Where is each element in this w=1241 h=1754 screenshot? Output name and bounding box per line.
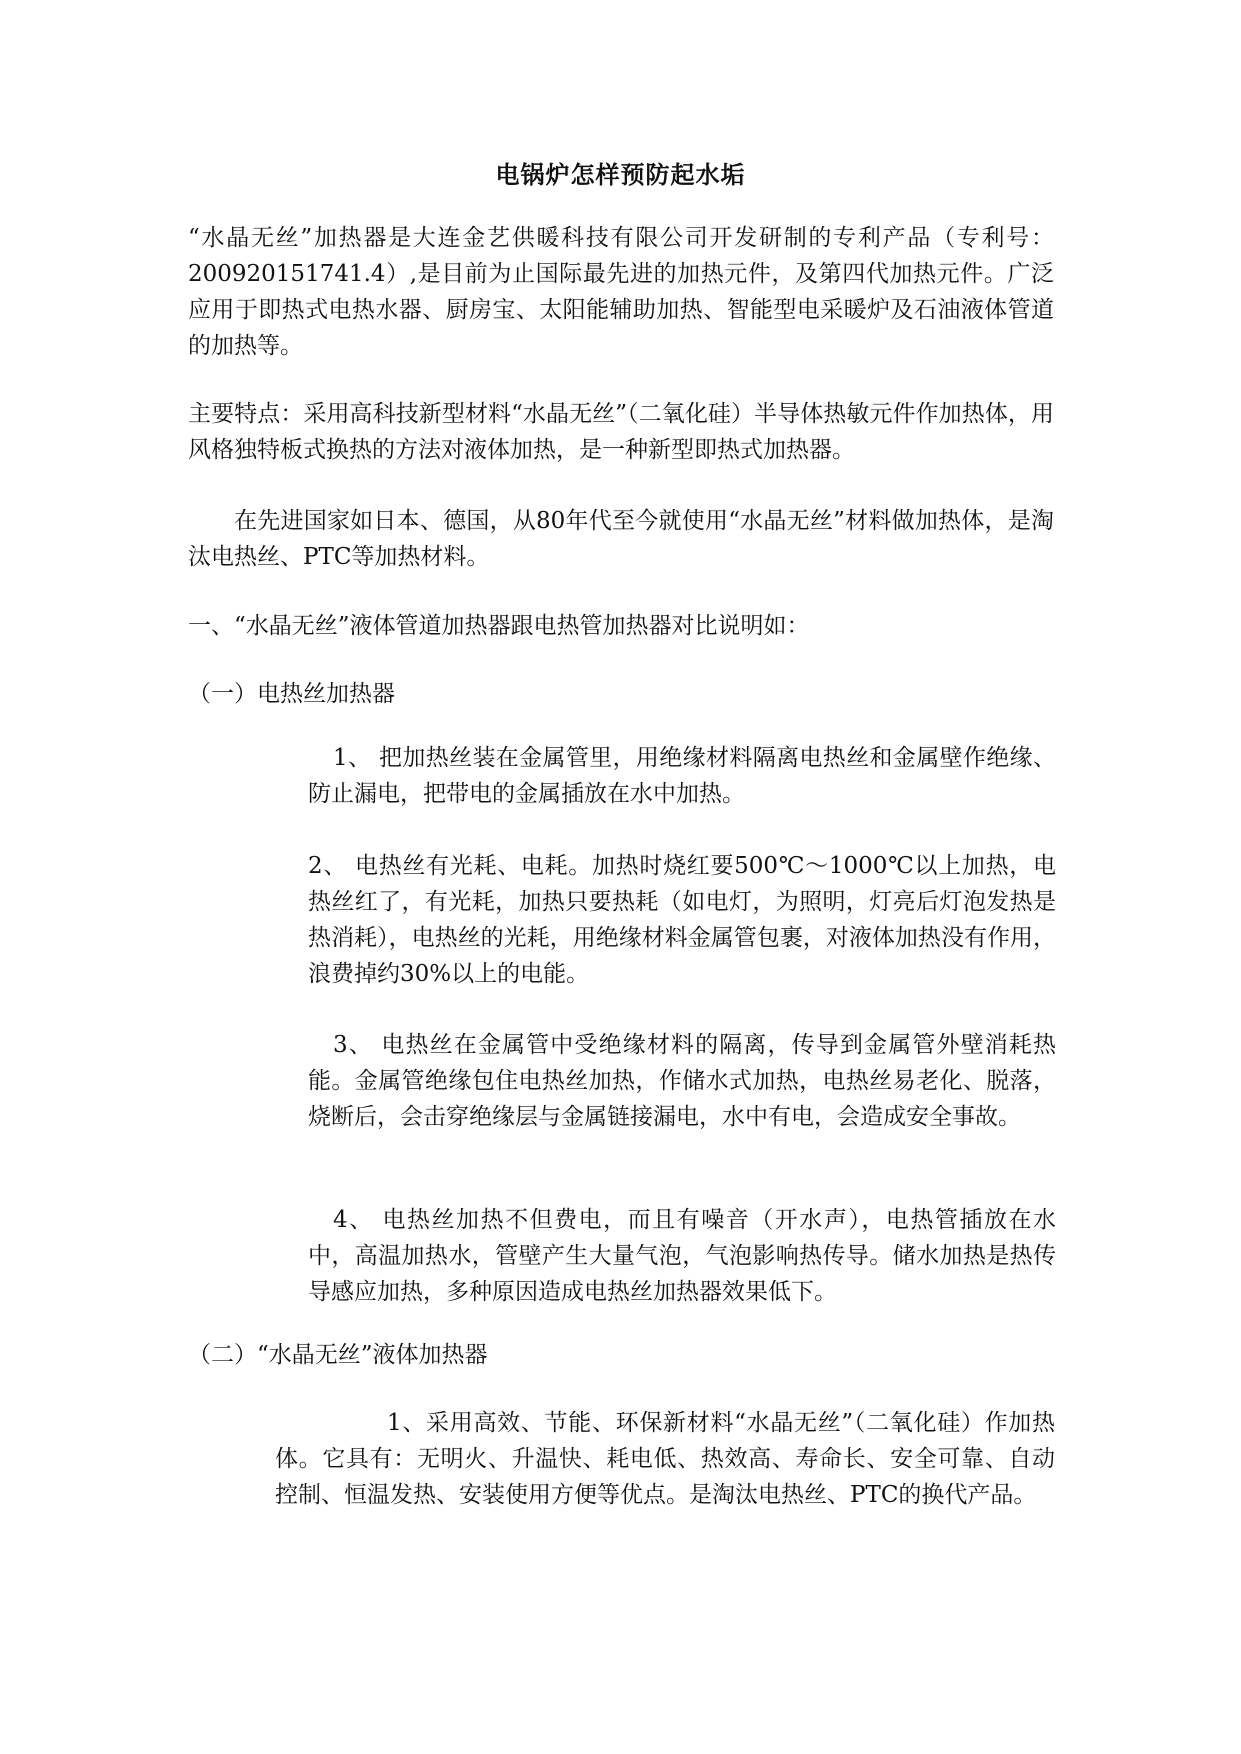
wire-heater-item-1: 1、 把加热丝装在金属管里，用绝缘材料隔离电热丝和金属壁作绝缘、防止漏电，把带电的金属插放在水中加热。 bbox=[308, 745, 1056, 807]
section-heading-comparison: 一、“水晶无丝”液体管道加热器跟电热管加热器对比说明如： bbox=[188, 613, 810, 639]
subsection-heading-crystal-heater: （二）“水晶无丝”液体加热器 bbox=[188, 1342, 488, 1368]
features-paragraph: 主要特点：采用高科技新型材料“水晶无丝”（二氧化硅）半导体热敏元件作加热体，用风格独特板式换热的方法对液体加热，是一种新型即热式加热器。 bbox=[188, 401, 1054, 463]
intro-paragraph: “水晶无丝”加热器是大连金艺供暖科技有限公司开发研制的专利产品（专利号：200920151741.4）,是目前为止国际最先进的加热元件，及第四代加热元件。广泛应用于即热式电热水器、厨房宝、太阳能辅助加热、智能型电采暖炉及石油液体管道的加热等。 bbox=[188, 225, 1054, 359]
wire-heater-item-3: 3、 电热丝在金属管中受绝缘材料的隔离，传导到金属管外壁消耗热能。金属管绝缘包住电热丝加热，作储水式加热，电热丝易老化、脱落，烧断后，会击穿绝缘层与金属链接漏电，水中有电，会造成安全事故。 bbox=[308, 1032, 1056, 1130]
crystal-heater-item-1: 1、采用高效、节能、环保新材料“水晶无丝”（二氧化硅）作加热体。它具有：无明火、升温快、耗电低、热效高、寿命长、安全可靠、自动控制、恒温发热、安装使用方便等优点。是淘汰电热丝、PTC的换代产品。 bbox=[275, 1410, 1055, 1508]
wire-heater-item-2: 2、 电热丝有光耗、电耗。加热时烧红要500℃～1000℃以上加热，电热丝红了，有光耗，加热只要热耗（如电灯，为照明，灯亮后灯泡发热是热消耗），电热丝的光耗，用绝缘材料金属管包裹，对液体加热没有作用，浪费掉约30%以上的电能。 bbox=[308, 853, 1056, 987]
subsection-heading-wire-heater: （一）电热丝加热器 bbox=[188, 681, 395, 707]
history-paragraph: 在先进国家如日本、德国，从80年代至今就使用“水晶无丝”材料做加热体，是淘汰电热丝、PTC等加热材料。 bbox=[188, 508, 1054, 570]
wire-heater-item-4: 4、 电热丝加热不但费电，而且有噪音（开水声），电热管插放在水中，高温加热水，管壁产生大量气泡，气泡影响热传导。储水加热是热传导感应加热，多种原因造成电热丝加热器效果低下。 bbox=[308, 1207, 1056, 1305]
document-title: 电锅炉怎样预防起水垢 bbox=[495, 160, 746, 189]
